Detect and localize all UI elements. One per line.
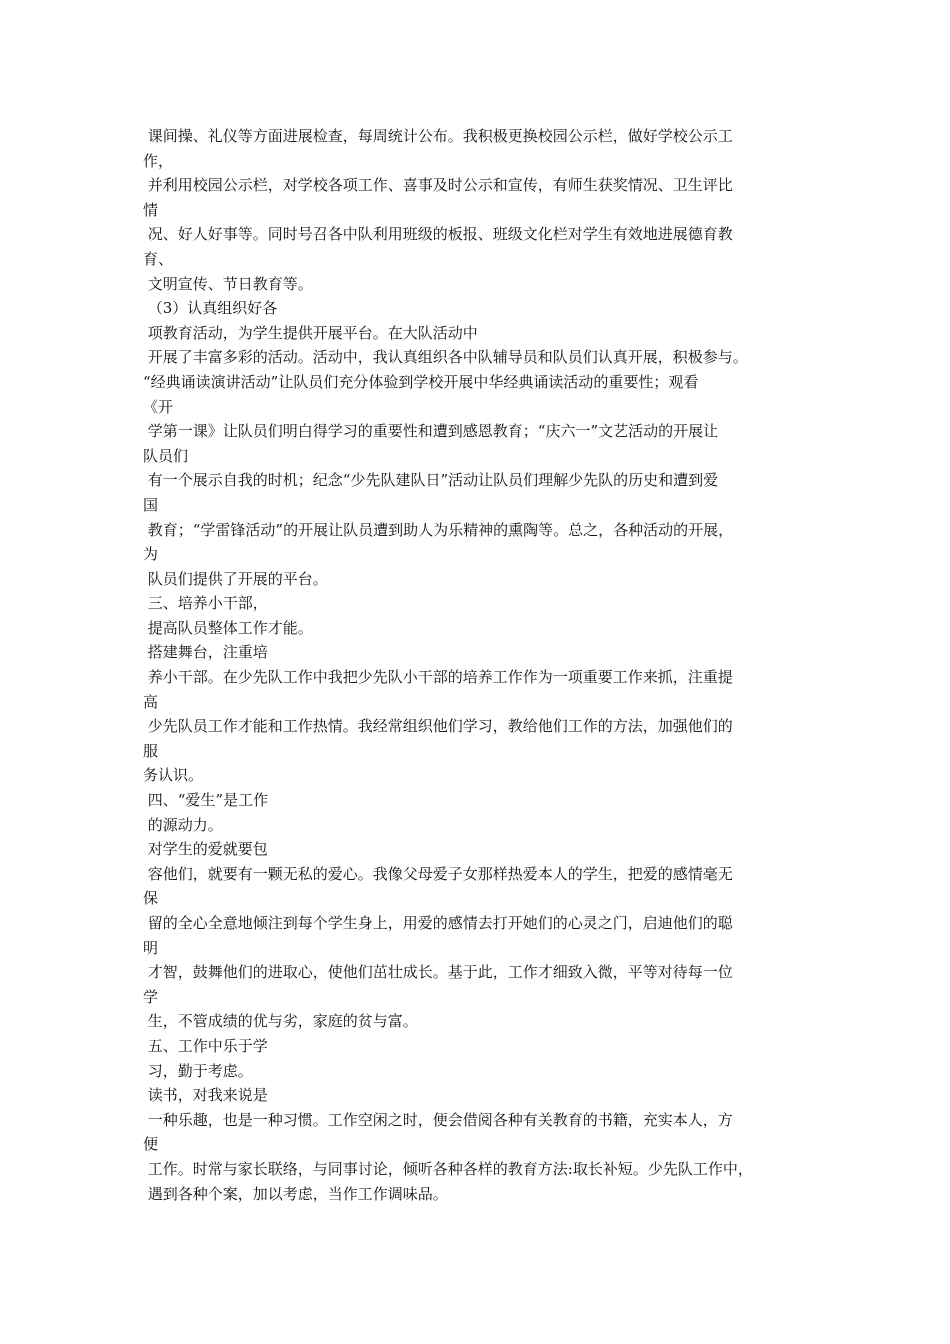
text-line: 《开 [143,397,174,416]
text-line: 务认识。 [143,766,204,785]
text-line: 保 [143,889,159,908]
text-line: 况、好人好事等。同时号召各中队利用班级的板报、班级文化栏对学生有效地进展德育教 [143,225,733,244]
text-line: “经典诵读演讲活动”让队员们充分体验到学校开展中华经典诵读活动的重要性；观看 [143,372,699,391]
text-line: 少先队员工作才能和工作热情。我经常组织他们学习，教给他们工作的方法，加强他们的 [143,717,733,736]
text-line: 习，勤于考虑。 [143,1061,253,1080]
text-line: 养小干部。在少先队工作中我把少先队小干部的培养工作作为一项重要工作来抓，注重提 [143,668,733,687]
text-line: 情 [143,200,159,219]
text-line: 的源动力。 [143,815,223,834]
document-page [143,124,823,1206]
text-line: 作， [143,151,174,170]
text-line: 教育；“学雷锋活动”的开展让队员遭到助人为乐精神的熏陶等。总之，各种活动的开展， [143,520,734,539]
text-line: 为 [143,545,159,564]
text-line: 学第一课》让队员们明白得学习的重要性和遭到感恩教育；“庆六一”文艺活动的开展让 [143,422,719,441]
text-line: 开展了丰富多彩的活动。活动中，我认真组织各中队辅导员和队员们认真开展，积极参与。 [143,348,748,367]
text-line: 课间操、礼仪等方面进展检查，每周统计公布。我积极更换校园公示栏，做好学校公示工 [143,127,733,145]
text-line: 国 [143,495,159,514]
text-line: 队员们 [143,446,189,465]
text-line: 三、培养小干部， [143,594,268,613]
text-line: 一种乐趣，也是一种习惯。工作空闲之时，便会借阅各种有关教育的书籍，充实本人，方 [143,1110,733,1129]
text-line: 明 [143,938,159,957]
text-line: 文明宣传、节日教育等。 [143,274,313,293]
text-line: 服 [143,741,159,760]
text-line: 并利用校园公示栏，对学校各项工作、喜事及时公示和宣传，有师生获奖情况、卫生评比 [143,176,733,195]
text-line: 留的全心全意地倾注到每个学生身上，用爱的感情去打开她们的心灵之门，启迪他们的聪 [143,914,733,932]
text-line: 容他们，就要有一颗无私的爱心。我像父母爱子女那样热爱本人的学生，把爱的感情毫无 [143,864,733,883]
text-line: 项教育活动，为学生提供开展平台。在大队活动中 [143,323,478,342]
text-line: 便 [143,1135,159,1154]
text-line: 对学生的爱就要包 [143,840,268,859]
text-line: 学 [143,987,159,1006]
text-line: 队员们提供了开展的平台。 [143,569,328,588]
text-line: （3）认真组织好各 [143,299,278,318]
text-line: 遇到各种个案，加以考虑，当作工作调味品。 [143,1184,448,1203]
text-line: 提高队员整体工作才能。 [143,618,313,637]
text-line: 四、“爱生”是工作 [143,791,269,810]
text-line: 才智，鼓舞他们的进取心，使他们茁壮成长。基于此，工作才细致入微，平等对待每一位 [143,963,733,982]
text-line: 工作。时常与家长联络，与同事讨论，倾听各种各样的教育方法:取长补短。少先队工作中， [143,1159,753,1178]
text-line: 有一个展示自我的时机；纪念“少先队建队日”活动让队员们理解少先队的历史和遭到爱 [143,471,719,490]
text-line: 生，不管成绩的优与劣，家庭的贫与富。 [143,1012,418,1031]
text-line: 五、工作中乐于学 [143,1036,268,1055]
text-line: 搭建舞台，注重培 [143,643,268,662]
text-line: 高 [143,692,159,711]
text-line: 读书，对我来说是 [143,1086,268,1105]
text-line: 育、 [143,249,174,268]
